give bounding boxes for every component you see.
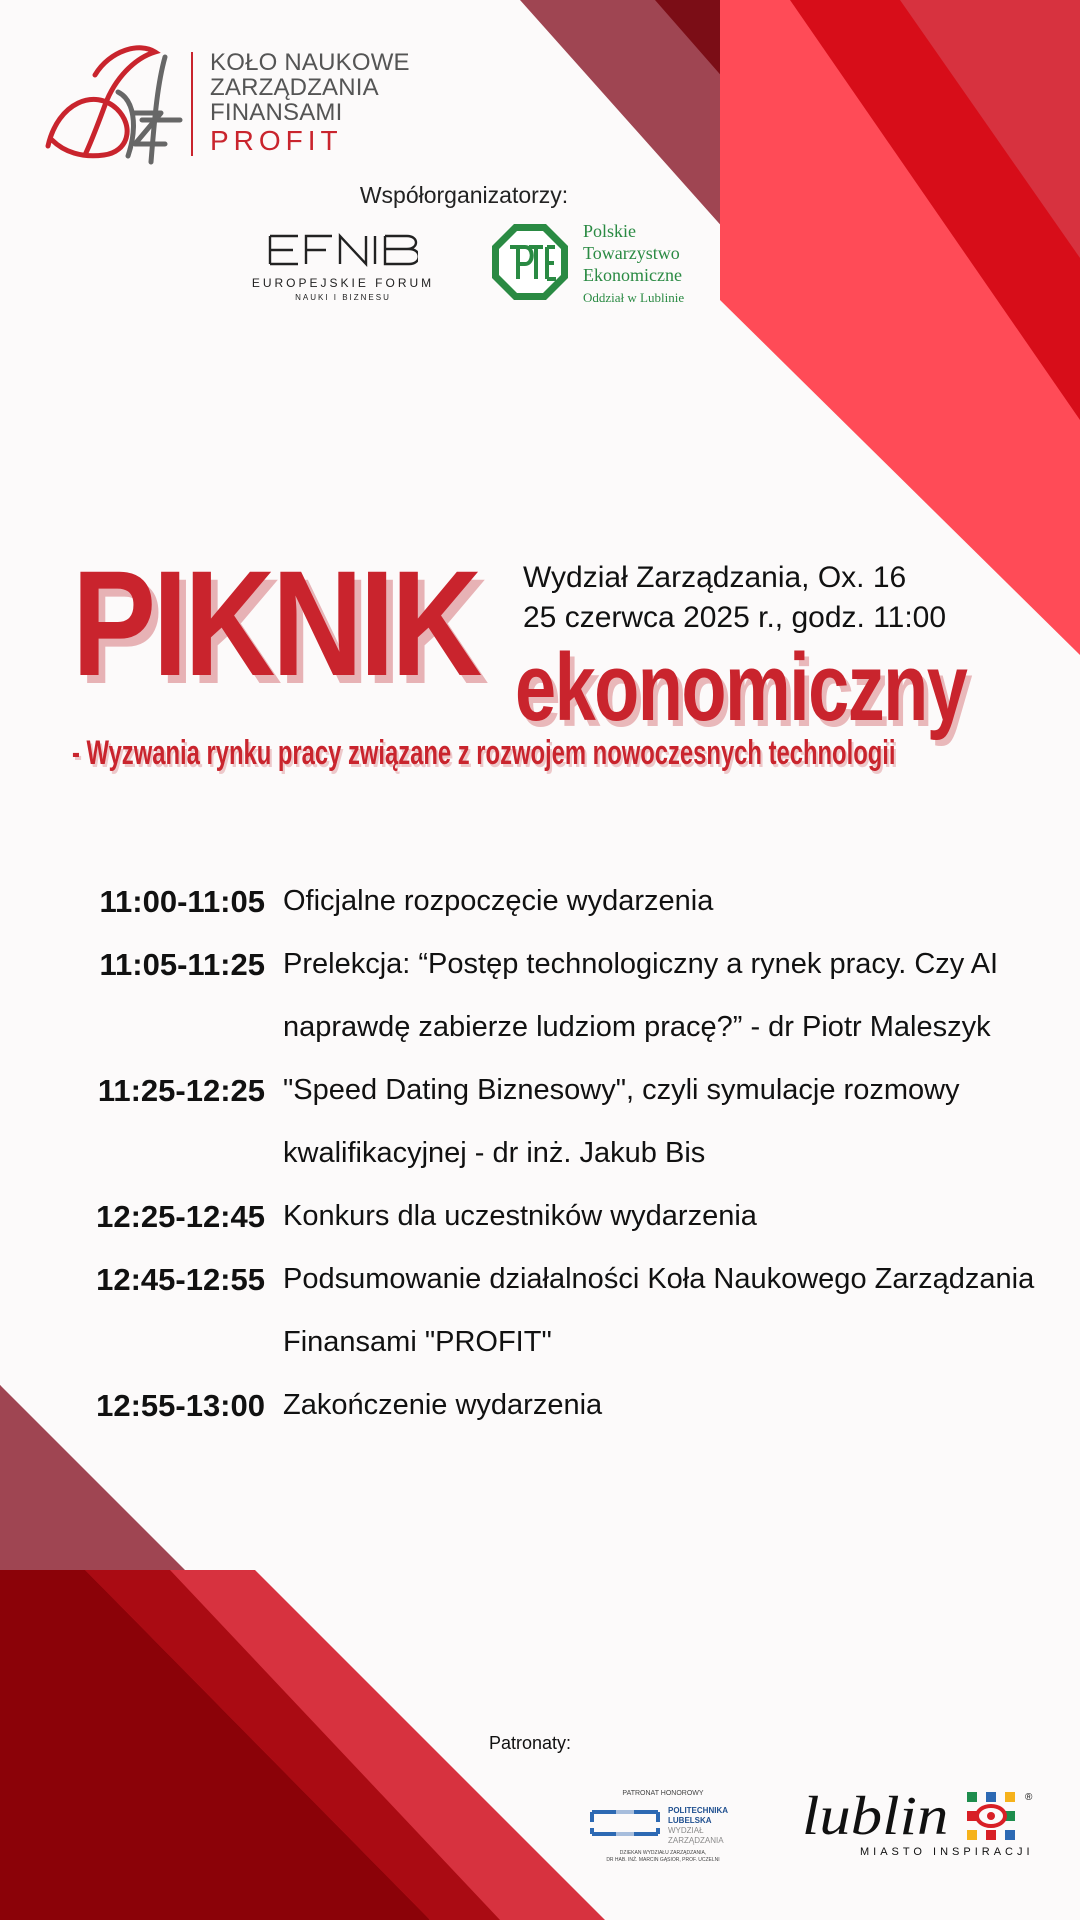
honorary-patronage-note-line: DZIEKAN WYDZIAŁU ZARZĄDZANIA, xyxy=(619,1850,707,1856)
schedule-time: 12:25-12:45 xyxy=(96,1199,265,1234)
efnib-subtitle: NAUKI I BIZNESU xyxy=(295,293,391,302)
event-subtitle: - Wyzwania rynku pracy związane z rozwojem nowoczesnych technologii xyxy=(72,734,896,772)
lublin-wordmark: lublin xyxy=(802,1785,949,1846)
schedule-row xyxy=(65,1374,1050,1437)
schedule-description xyxy=(283,1185,1043,1248)
honorary-patronage-label: PATRONAT HONOROWY xyxy=(622,1790,704,1797)
schedule-row xyxy=(65,1185,1050,1248)
pte-logo xyxy=(490,220,720,310)
lublin-city-symbol-icon xyxy=(967,1792,1015,1840)
schedule-row xyxy=(65,1248,1050,1374)
politechnika-lubelska-logo xyxy=(582,1790,744,1870)
event-schedule xyxy=(65,870,1050,1437)
schedule-description-line: Prelekcja: “Postęp technologiczny a rynek pracy. Czy AI xyxy=(283,948,999,980)
pte-name xyxy=(583,220,723,308)
efnib-wordmark-icon xyxy=(268,230,418,272)
schedule-description xyxy=(283,933,1043,1059)
schedule-time: 12:45-12:55 xyxy=(96,1262,265,1297)
schedule-time: 11:05-11:25 xyxy=(99,947,265,982)
registered-mark: ® xyxy=(1025,1792,1033,1803)
schedule-description-line: Zakończenie wydarzenia xyxy=(283,1389,603,1421)
lublin-tagline: MIASTO INSPIRACJI xyxy=(860,1846,1034,1858)
pte-name-line: Ekonomiczne xyxy=(583,265,682,285)
event-title-main: PIKNIK xyxy=(72,539,479,707)
pte-name-line: Polskie xyxy=(583,221,637,241)
logo-divider xyxy=(191,52,193,156)
schedule-description-line: naprawdę zabierze ludziom pracę?” - dr Piotr Maleszyk xyxy=(283,1011,991,1043)
lublin-logo xyxy=(802,1785,1042,1860)
pollub-name-line: ZARZĄDZANIA xyxy=(668,1836,724,1845)
schedule-description-line: kwalifikacyjnej - dr inż. Jakub Bis xyxy=(283,1137,706,1169)
event-title-secondary: ekonomiczny xyxy=(515,634,967,741)
coorganizers-label: Współorganizatorzy: xyxy=(359,182,569,208)
event-details xyxy=(523,558,983,638)
schedule-description-line: Podsumowanie działalności Koła Naukowego Zarządzania xyxy=(283,1263,1035,1295)
pte-branch: Oddział w Lublinie xyxy=(583,290,685,305)
organizer-name-line: ZARZĄDZANIA xyxy=(210,74,379,101)
event-date-time: 25 czerwca 2025 r., godz. 11:00 xyxy=(523,601,947,634)
schedule-description xyxy=(283,1059,1043,1185)
schedule-description xyxy=(283,870,1043,933)
schedule-description-line: "Speed Dating Biznesowy", czyli symulacje rozmowy xyxy=(283,1074,960,1106)
schedule-description xyxy=(283,1374,1043,1437)
politechnika-lubelska-icon xyxy=(588,1804,662,1842)
efnib-name: EUROPEJSKIE FORUM xyxy=(251,276,435,290)
schedule-row xyxy=(65,1059,1050,1185)
schedule-row xyxy=(65,933,1050,1059)
schedule-description-line: Oficjalne rozpoczęcie wydarzenia xyxy=(283,885,714,917)
schedule-time: 12:55-13:00 xyxy=(96,1388,265,1423)
schedule-time: 11:00-11:05 xyxy=(99,884,265,919)
organizer-name xyxy=(210,50,420,157)
efnib-logo xyxy=(238,225,448,310)
politechnika-lubelska-name xyxy=(668,1806,748,1846)
schedule-description-line: Konkurs dla uczestników wydarzenia xyxy=(283,1200,757,1232)
knzf-monogram-icon xyxy=(40,40,200,170)
pollub-name-line: LUBELSKA xyxy=(668,1816,712,1825)
schedule-time: 11:25-12:25 xyxy=(97,1073,265,1108)
event-venue: Wydział Zarządzania, Ox. 16 xyxy=(523,561,907,594)
pollub-name-line: WYDZIAŁ xyxy=(668,1826,704,1835)
knzf-logo xyxy=(40,40,410,170)
organizer-profit: PROFIT xyxy=(210,125,343,156)
pte-name-line: Towarzystwo xyxy=(583,243,680,263)
honorary-patronage-note xyxy=(582,1850,744,1864)
schedule-description-line: Finansami "PROFIT" xyxy=(283,1326,552,1358)
organizer-name-line: FINANSAMI xyxy=(210,99,343,126)
pte-emblem-icon xyxy=(490,222,570,302)
organizer-name-line: KOŁO NAUKOWE xyxy=(210,49,410,76)
schedule-row xyxy=(65,870,1050,933)
pollub-name-line: POLITECHNIKA xyxy=(668,1806,728,1815)
schedule-description xyxy=(283,1248,1043,1374)
honorary-patronage-note-line: DR HAB. INŻ. MARCIN GĄSIOR, PROF. UCZELNI xyxy=(606,1857,720,1863)
patronage-label: Patronaty: xyxy=(488,1733,572,1753)
